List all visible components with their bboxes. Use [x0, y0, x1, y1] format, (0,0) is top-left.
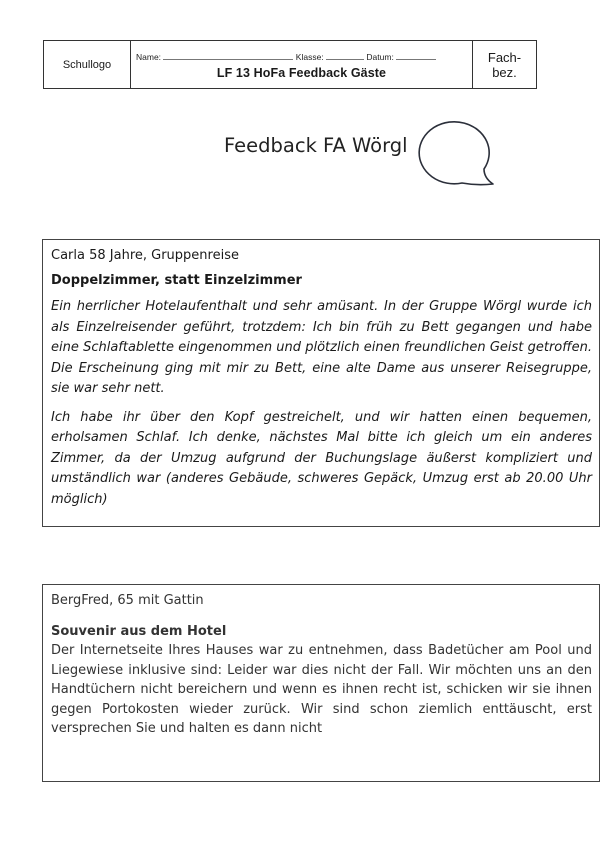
feedback-paragraph: Ein herrlicher Hotelaufenthalt und sehr amüsant. In der Gruppe Wörgl wurde ich als Einzelreisender geführt, trotzdem: Ich bin früh zu Bett gegangen und habe eine Schlaftablette eingenommen und plötzlich einen freundlichen Geist getroffen. Die Erscheinung ging mit mir zu Bett, eine alte Dame aus unserer Reisegruppe, sie war sehr nett. [51, 299, 592, 396]
klasse-blank[interactable] [326, 52, 364, 60]
name-label: Name: [136, 52, 162, 62]
datum-label: Datum: [366, 52, 394, 62]
feedback-card-2 [42, 584, 600, 782]
subject-field: Fach- bez. [487, 49, 522, 80]
name-blank[interactable] [163, 52, 293, 60]
student-fields [136, 52, 436, 62]
datum-blank[interactable] [396, 52, 436, 60]
klasse-label: Klasse: [295, 52, 324, 62]
speech-bubble-icon [418, 119, 494, 189]
feedback-heading: Doppelzimmer, statt Einzelzimmer [51, 273, 302, 288]
school-logo-placeholder: Schullogo [44, 41, 131, 88]
feedback-author: BergFred, 65 mit Gattin [51, 593, 204, 608]
feedback-heading: Souvenir aus dem Hotel [51, 624, 227, 639]
worksheet-title: LF 13 HoFa Feedback Gäste [216, 66, 387, 80]
feedback-card-1 [42, 239, 600, 527]
page-title: Feedback FA Wörgl [224, 134, 408, 157]
worksheet-header [43, 40, 537, 89]
header-info [131, 41, 473, 88]
feedback-paragraph: Der Internetseite Ihres Hauses war zu entnehmen, dass Badetücher am Pool und Liegewiese inklusive sind: Leider war dies nicht der Fall. Wir möchten uns an den Handtüchern nicht bereichern und wenn es ihnen recht ist, schicken wir sie ihnen gegen Portokosten wieder zurück. Wir sind schon ziemlich enttäuscht, erst versprechen Sie und halten es dann nicht [51, 643, 592, 736]
feedback-paragraph: Ich habe ihr über den Kopf gestreichelt, und wir hatten einen bequemen, erholsamen Schlaf. Ich denke, nächstes Mal bitte ich gleich um ein anderes Zimmer, da der Umzug aufgrund der Buchungslage äußerst kompliziert und umständlich war (anderes Gebäude, schweres Gepäck, Umzug erst ab 20.00 Uhr möglich) [51, 409, 592, 507]
feedback-author: Carla 58 Jahre, Gruppenreise [51, 248, 239, 263]
